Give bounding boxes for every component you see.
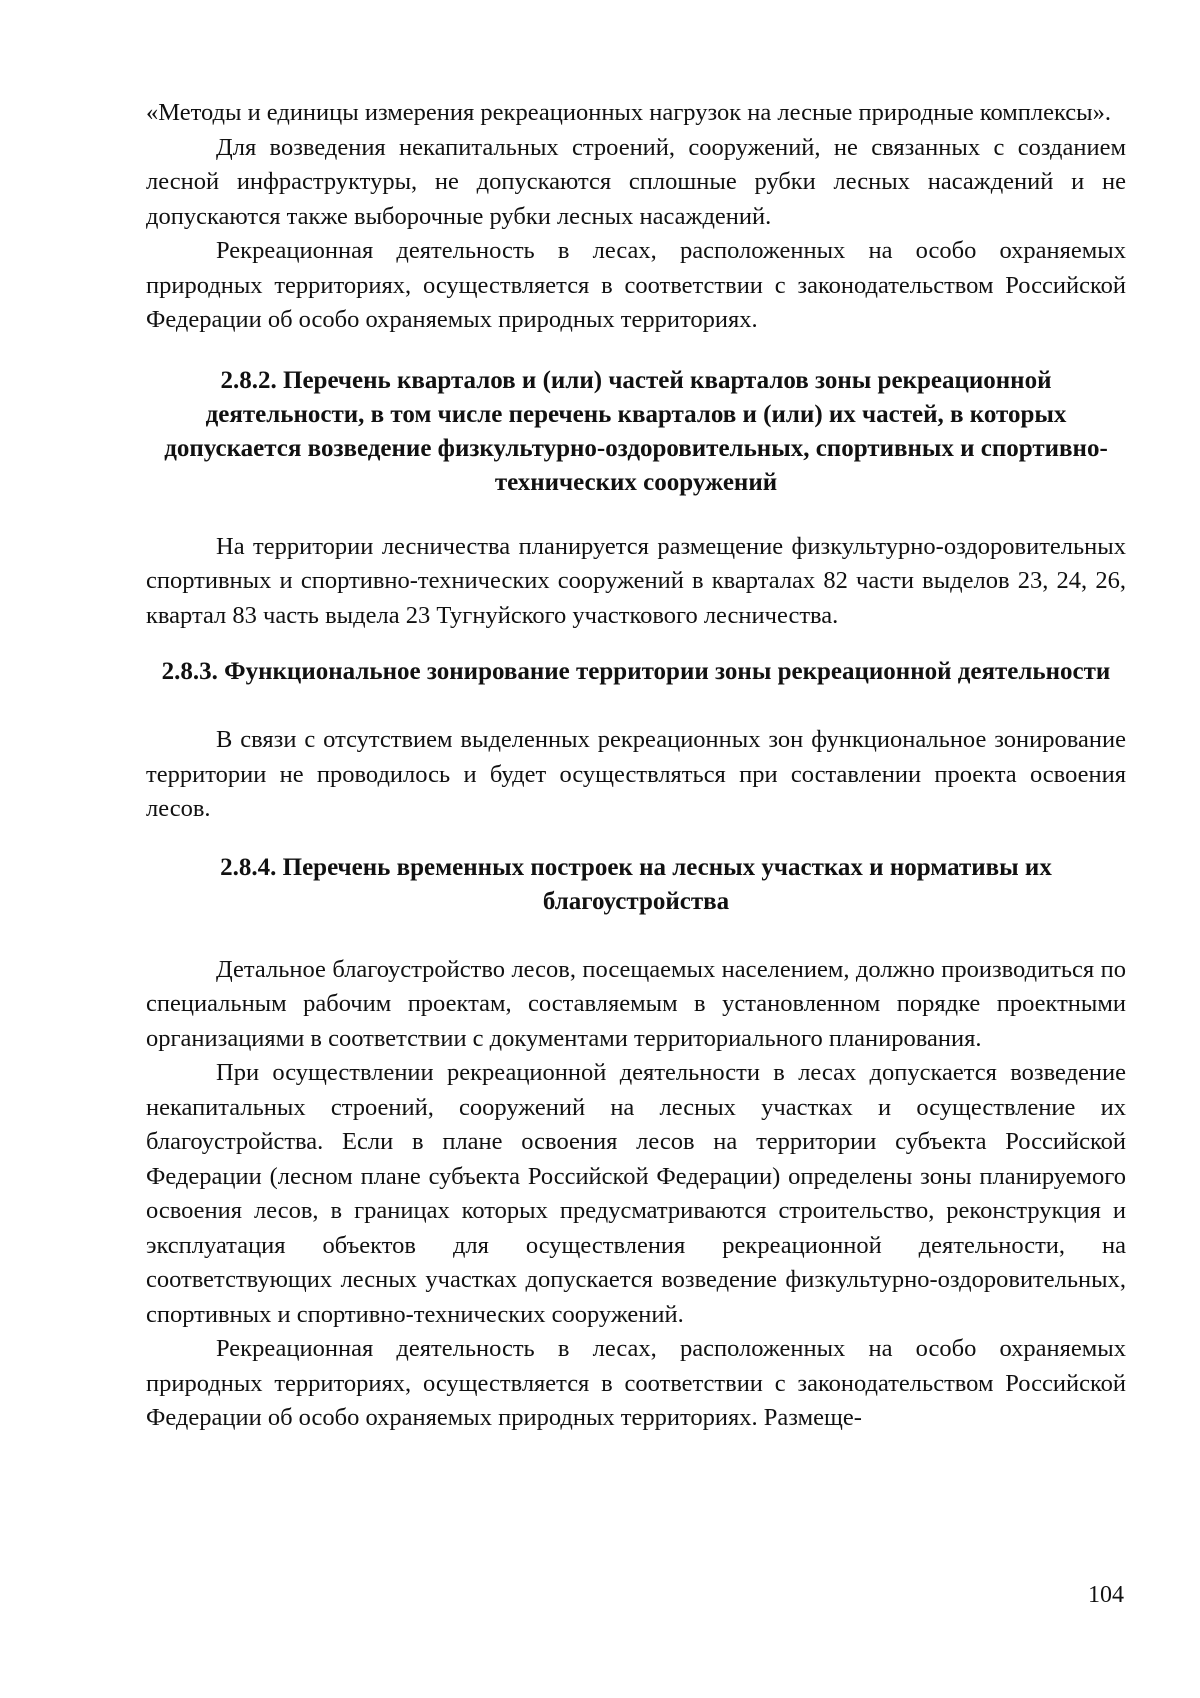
intro-paragraph: «Методы и единицы измерения рекреационных нагрузок на лесные природные комплексы». [146,99,1112,126]
page-content [146,96,1126,1436]
section-heading-2-8-2: 2.8.2. Перечень кварталов и (или) частей кварталов зоны рекреационной деятельности, в том числе перечень кварталов и (или) их частей, в которых допускается возведение физкультурно-оздоровительных, спортивных и спортивно-технических сооружений [164,366,1108,496]
section-paragraph: На территории лесничества планируется размещение физкультурно-оздоровительных спортивных и спортивно-технических сооружений в кварталах 82 части выделов 23, 24, 26, квартал 83 часть выдела 23 Тугнуйского участкового лесничества. [146,532,1126,629]
section-heading-2-8-4: 2.8.4. Перечень временных построек на лесных участках и нормативы их благоустройства [220,853,1052,915]
page-number: 104 [1088,1582,1124,1608]
intro-paragraph: Для возведения некапитальных строений, сооружений, не связанных с созданием лесной инфраструктуры, не допускаются сплошные рубки лесных насаждений и не допускаются также выборочные рубки лесных насаждений. [146,133,1126,230]
section-heading-2-8-3: 2.8.3. Функциональное зонирование территории зоны рекреационной деятельности [161,658,1111,685]
section-paragraph: В связи с отсутствием выделенных рекреационных зон функциональное зонирование территории не проводилось и будет осуществляться при составлении проекта освоения лесов. [146,726,1126,822]
section-paragraph: Рекреационная деятельность в лесах, расположенных на особо охраняемых природных территориях, осуществляется в соответствии с законодательством Российской Федерации об особо охраняемых природных территориях. Размеще- [146,1335,1126,1431]
intro-paragraph: Рекреационная деятельность в лесах, расположенных на особо охраняемых природных территориях, осуществляется в соответствии с законодательством Российской Федерации об особо охраняемых природных территориях. [146,237,1126,333]
section-paragraph: При осуществлении рекреационной деятельности в лесах допускается возведение некапитальных строений, сооружений на лесных участках и осуществление их благоустройства. Если в плане освоения лесов на территории субъекта Российской Федерации (лесном плане субъекта Российской Федерации) определены зоны планируемого освоения лесов, в границах которых предусматриваются строительство, реконструкция и эксплуатация объектов для осуществления рекреационной деятельности, на соответствующих лесных участках допускается возведение физкультурно-оздоровительных, спортивных и спортивно-технических сооружений. [146,1059,1126,1328]
section-paragraph: Детальное благоустройство лесов, посещаемых населением, должно производиться по специальным рабочим проектам, составляемым в установленном порядке проектными организациями в соответствии с документами территориального планирования. [146,955,1126,1052]
